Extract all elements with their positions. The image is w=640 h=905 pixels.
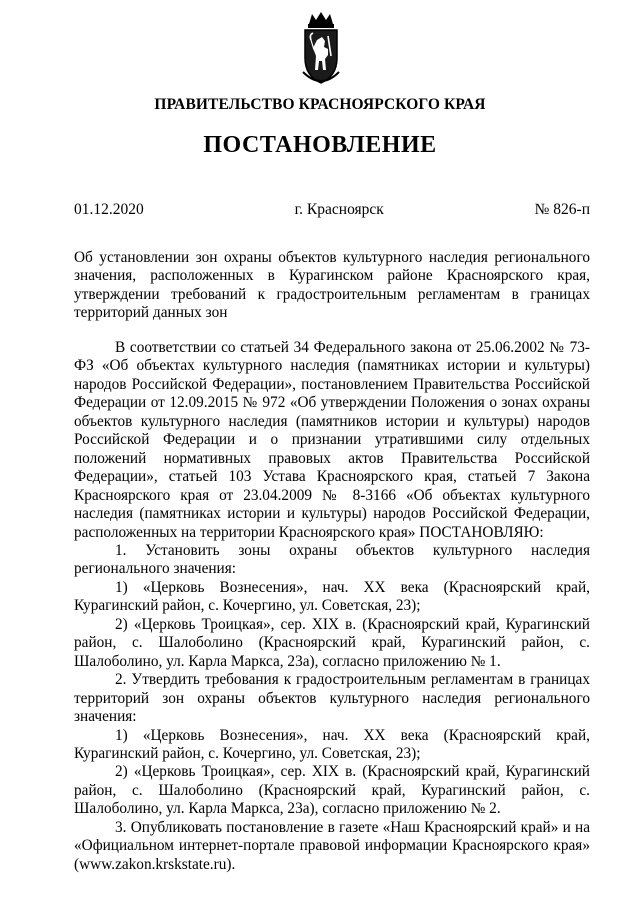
document-subject: Об установлении зон охраны объектов культурного наследия регионального значения, расположенных в Курагинском районе Красноярского края, утверждении требований к градостроительным регламентам в границах территорий данных зон — [74, 249, 590, 322]
clause-3: 3. Опубликовать постановление в газете «Наш Красноярский край» и на «Официальном интернет-портале правовой информации Красноярского края» (www.zakon.krskstate.ru). — [74, 818, 590, 873]
document-type-title: ПОСТАНОВЛЕНИЕ — [203, 132, 437, 158]
clause-2-subitem-2: 2) «Церковь Троицкая», сер. XIX в. (Красноярский край, Курагинский район, с. Шалоболино (Красноярский край, Курагинский район, с. Шалоболино, ул. Карла Маркса, 23а), согласно приложению № 2. — [74, 763, 590, 818]
document-place: г. Красноярск — [294, 201, 384, 218]
preamble-paragraph: В соответствии со статьей 34 Федерального закона от 25.06.2002 № 73-ФЗ «Об объектах культурного наследия (памятниках истории и культуры) народов Российской Федерации», постановлением Правительства Российской Федерации от 12.09.2015 № 972 «Об утверждении Положения о зонах охраны объектов культурного наследия (памятников истории и культуры) народов Российской Федерации и о признании утратившими силу отдельных положений нормативных правовых актов Правительства Российской Федерации», статьей 103 Устава Красноярского края, статьей 7 Закона Красноярского края от 23.04.2009 № 8-3166 «Об объектах культурного наследия (памятниках истории и культуры) народов Российской Федерации, расположенных на территории Красноярского края» ПОСТАНОВЛЯЮ: — [74, 339, 590, 541]
clause-1-subitem-1: 1) «Церковь Вознесения», нач. XX века (Красноярский край, Курагинский район, с. Кочергино, ул. Советская, 23); — [74, 578, 590, 615]
document-number: № 826-п — [534, 201, 590, 218]
document-body — [74, 339, 590, 874]
coat-of-arms-icon — [298, 10, 344, 86]
clause-1: 1. Установить зоны охраны объектов культурного наследия регионального значения: — [74, 541, 590, 578]
document-meta-row — [74, 201, 590, 219]
document-date: 01.12.2020 — [74, 201, 144, 218]
government-title: ПРАВИТЕЛЬСТВО КРАСНОЯРСКОГО КРАЯ — [154, 96, 486, 113]
clause-2-subitem-1: 1) «Церковь Вознесения», нач. XX века (Красноярский край, Курагинский район, с. Кочергино, ул. Советская, 23); — [74, 726, 590, 762]
clause-2: 2. Утвердить требования к градостроительным регламентам в границах территорий зон охраны объектов культурного наследия регионального значения: — [74, 671, 590, 726]
clause-1-subitem-2: 2) «Церковь Троицкая», сер. XIX в. (Красноярский край, Курагинский район, с. Шалоболино (Красноярский край, Курагинский район, с. Шалоболино, ул. Карла Маркса, 23а), согласно приложению № 1. — [74, 615, 590, 670]
